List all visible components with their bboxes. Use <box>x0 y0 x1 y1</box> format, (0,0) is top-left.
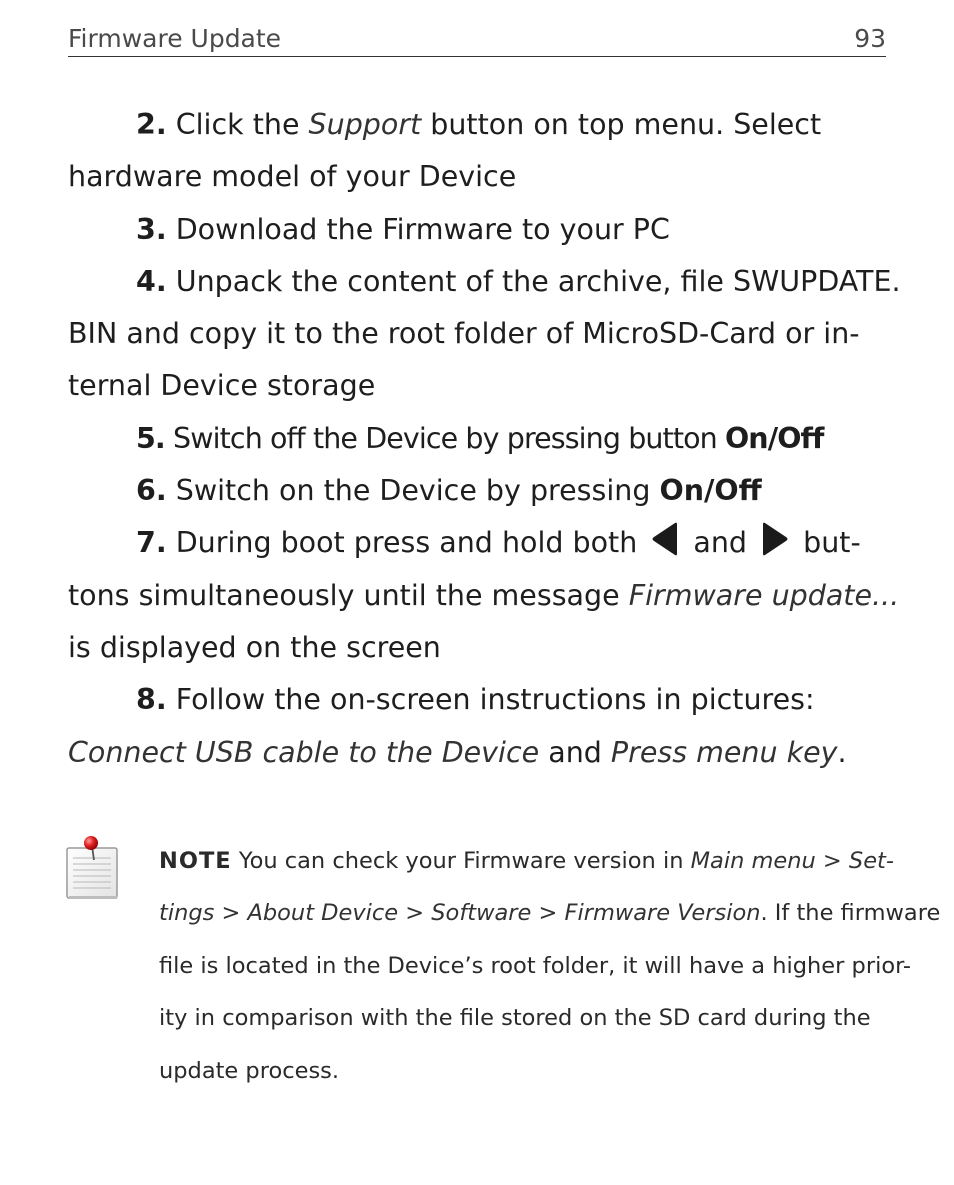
step-number: 7. <box>136 526 167 560</box>
step-7-line-2 <box>68 570 900 622</box>
step-7-line-3: is displayed on the screen <box>68 630 441 664</box>
step-number: 5. <box>136 421 165 455</box>
step-number: 3. <box>136 212 167 246</box>
step-4-line-1 <box>68 256 901 308</box>
step-text: and <box>548 735 602 769</box>
page-number: 93 <box>854 24 886 53</box>
step-4-line-3: ternal Device storage <box>68 369 376 403</box>
instructions <box>68 99 901 779</box>
step-text: but- <box>803 526 861 560</box>
running-header <box>68 22 886 57</box>
step-4-line-2: BIN and copy it to the root folder of MicroSD-Card or in- <box>68 317 860 351</box>
note-line-3: file is located in the Device’s root folder, it will have a higher prior- <box>159 952 912 979</box>
right-triangle-icon <box>760 522 790 556</box>
step-7-line-1 <box>68 517 892 569</box>
left-triangle-icon <box>650 522 680 556</box>
step-2-line-1 <box>68 99 892 151</box>
step-text: button on top menu. Select <box>430 108 822 141</box>
step-text: Follow the on-screen instructions in pictures: <box>175 683 815 717</box>
step-text: During boot press and hold both <box>175 526 638 560</box>
press-menu-term: Press menu key <box>610 735 838 769</box>
step-3 <box>68 204 892 256</box>
step-text: Download the Firmware to your PC <box>175 212 670 246</box>
step-text: Switch off the Device by pressing button <box>173 421 717 455</box>
menu-path: tings > About Device > Software > Firmware Version <box>159 900 761 927</box>
step-text: and <box>693 526 748 560</box>
notepad-pin-icon <box>64 834 120 902</box>
step-text: . <box>837 735 847 769</box>
step-5 <box>68 413 892 465</box>
step-number: 4. <box>136 264 167 298</box>
step-8-line-1 <box>68 674 892 726</box>
on-off-term: On/Off <box>724 421 824 455</box>
step-8-line-2 <box>68 727 892 779</box>
note-line-2 <box>159 887 941 939</box>
note-block <box>159 835 941 1097</box>
note-text: You can check your Firmware version in <box>238 848 684 874</box>
step-number: 8. <box>136 683 167 717</box>
on-off-term: On/Off <box>659 474 762 508</box>
note-line-4: ity in comparison with the file stored on the SD card during the <box>159 1005 871 1032</box>
firmware-update-message: Firmware update... <box>628 578 900 612</box>
connect-usb-term: Connect USB cable to the Device <box>68 735 540 769</box>
header-title: Firmware Update <box>68 24 282 53</box>
note-text: . If the firmware <box>760 900 941 927</box>
step-text: Switch on the Device by pressing <box>175 474 651 508</box>
step-number: 2. <box>136 108 167 141</box>
note-label: NOTE <box>159 848 232 874</box>
menu-path: Main menu > Set- <box>690 848 894 874</box>
step-text: tons simultaneously until the message <box>68 578 620 612</box>
step-text: Unpack the content of the archive, file SWUPDATE. <box>175 264 901 298</box>
note-line-5: update process. <box>159 1057 340 1084</box>
step-2-line-2: hardware model of your Device <box>68 160 517 194</box>
note-line-1 <box>159 835 894 887</box>
step-number: 6. <box>136 474 167 508</box>
support-term: Support <box>308 108 422 141</box>
page <box>68 0 941 1185</box>
step-text: Click the <box>175 108 300 141</box>
step-6 <box>68 465 892 517</box>
